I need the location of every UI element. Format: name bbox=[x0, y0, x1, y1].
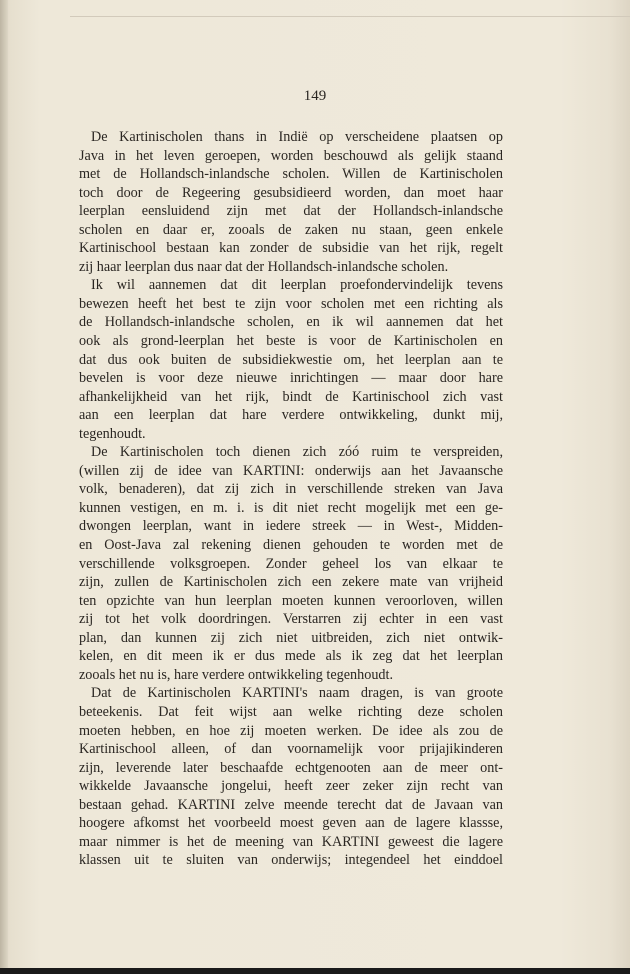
text-line: met de Hollandsch-inlandsche scholen. Willen de Kartinischolen bbox=[79, 166, 503, 183]
text-line: Dat de Kartinischolen KARTINI's naam dragen, is van groote bbox=[91, 685, 503, 702]
scan-bottom-border bbox=[0, 968, 630, 974]
text-line: zij haar leerplan dus naar dat der Hollandsch-inlandsche scholen. bbox=[79, 258, 449, 275]
text-line: kelen, en dit meen ik er dus mede als ik zeg dat het leerplan bbox=[79, 648, 503, 665]
text-line: de Hollandsch-inlandsche scholen, en ik wil aannemen dat het bbox=[79, 314, 503, 331]
text-line: Java in het leven geroepen, worden beschouwd als gelijk staand bbox=[79, 147, 503, 164]
text-line: leerplan eensluidend zijn met dat der Hollandsch-inlandsche bbox=[79, 203, 503, 220]
text-line: maar nimmer is het de meening van KARTINI geweest die lagere bbox=[79, 833, 503, 850]
text-line: en Oost-Java zal rekening dienen gehouden te worden met de bbox=[79, 537, 503, 554]
text-line: zijn, leverende later beschaafde echtgenooten aan de meer ont- bbox=[79, 759, 503, 776]
text-line: verschillende volksgroepen. Zonder geheel los van elkaar te bbox=[79, 555, 503, 572]
text-line: zijn, zullen de Kartinischolen zich een zekere mate van vrijheid bbox=[79, 574, 503, 591]
body-text bbox=[79, 128, 503, 870]
text-line: volk, benaderen), dat zij zich in verschillende streken van Java bbox=[79, 481, 503, 498]
text-line: beteekenis. Dat feit wijst aan welke richting deze scholen bbox=[79, 703, 503, 720]
text-line: zooals het nu is, hare verdere ontwikkeling tegenhoudt. bbox=[79, 666, 394, 683]
text-line: Kartinischool alleen, of dan voornamelijk voor prijajikinderen bbox=[79, 741, 503, 758]
text-line: tegenhoudt. bbox=[79, 425, 146, 442]
page-left-edge bbox=[0, 0, 8, 974]
text-line: hoogere afkomst het voorbeeld moest geven aan de lagere klassse, bbox=[79, 815, 503, 832]
text-line: dat dus ook buiten de subsidiekwestie om, het leerplan aan te bbox=[79, 351, 503, 368]
text-line: bestaan gehad. KARTINI zelve meende terecht dat de Javaan van bbox=[79, 796, 503, 813]
text-line: plan, dan kunnen zij zich niet uitbreiden, zich niet ontwik- bbox=[79, 629, 503, 646]
text-line: dwongen leerplan, want in iedere streek — in West-, Midden- bbox=[79, 518, 503, 535]
text-line: De Kartinischolen thans in Indië op verscheidene plaatsen op bbox=[91, 129, 503, 145]
text-line: ook als grond-leerplan het beste is voor de Kartinischolen en bbox=[79, 333, 503, 350]
text-line: klassen uit te sluiten van onderwijs; integendeel het einddoel bbox=[79, 852, 503, 869]
text-line: De Kartinischolen toch dienen zich zóó ruim te verspreiden, bbox=[91, 444, 503, 461]
text-line: bewezen heeft het best te zijn voor scholen met een richting als bbox=[79, 295, 503, 312]
text-line: moeten hebben, en hoe zij moeten werken. De idee als zou de bbox=[79, 722, 503, 739]
text-line: ten opzichte van hun leerplan moeten kunnen veroorloven, willen bbox=[79, 592, 503, 609]
text-line: zij tot het volk doordringen. Verstarren zij echter in een vast bbox=[79, 611, 503, 628]
text-line: (willen zij de idee van KARTINI: onderwijs aan het Javaansche bbox=[79, 462, 503, 479]
text-line: afhankelijkheid van het rijk, bindt de Kartinischool zich vast bbox=[79, 388, 503, 405]
text-line: aan een leerplan dat hare verdere ontwikkeling, dunkt mij, bbox=[79, 407, 503, 424]
text-line: scholen en daar er, zooals de zaken nu staan, geen enkele bbox=[79, 221, 503, 238]
text-line: Kartinischool bestaan kan zonder de subsidie van het rijk, regelt bbox=[79, 240, 503, 257]
text-line: toch door de Regeering gesubsidieerd worden, dan moet haar bbox=[79, 184, 503, 201]
text-line: wikkelde Javaansche jongelui, heeft zeer zeker zijn recht van bbox=[79, 778, 503, 795]
page-top-edge bbox=[70, 16, 630, 17]
page-number: 149 bbox=[303, 88, 327, 104]
text-line: kunnen vestigen, en m. i. is dit niet recht mogelijk met een ge- bbox=[79, 499, 503, 516]
text-line: bevelen is voor deze nieuwe inrichtingen — maar door hare bbox=[79, 370, 503, 387]
text-line: Ik wil aannemen dat dit leerplan proefondervindelijk tevens bbox=[91, 277, 503, 294]
